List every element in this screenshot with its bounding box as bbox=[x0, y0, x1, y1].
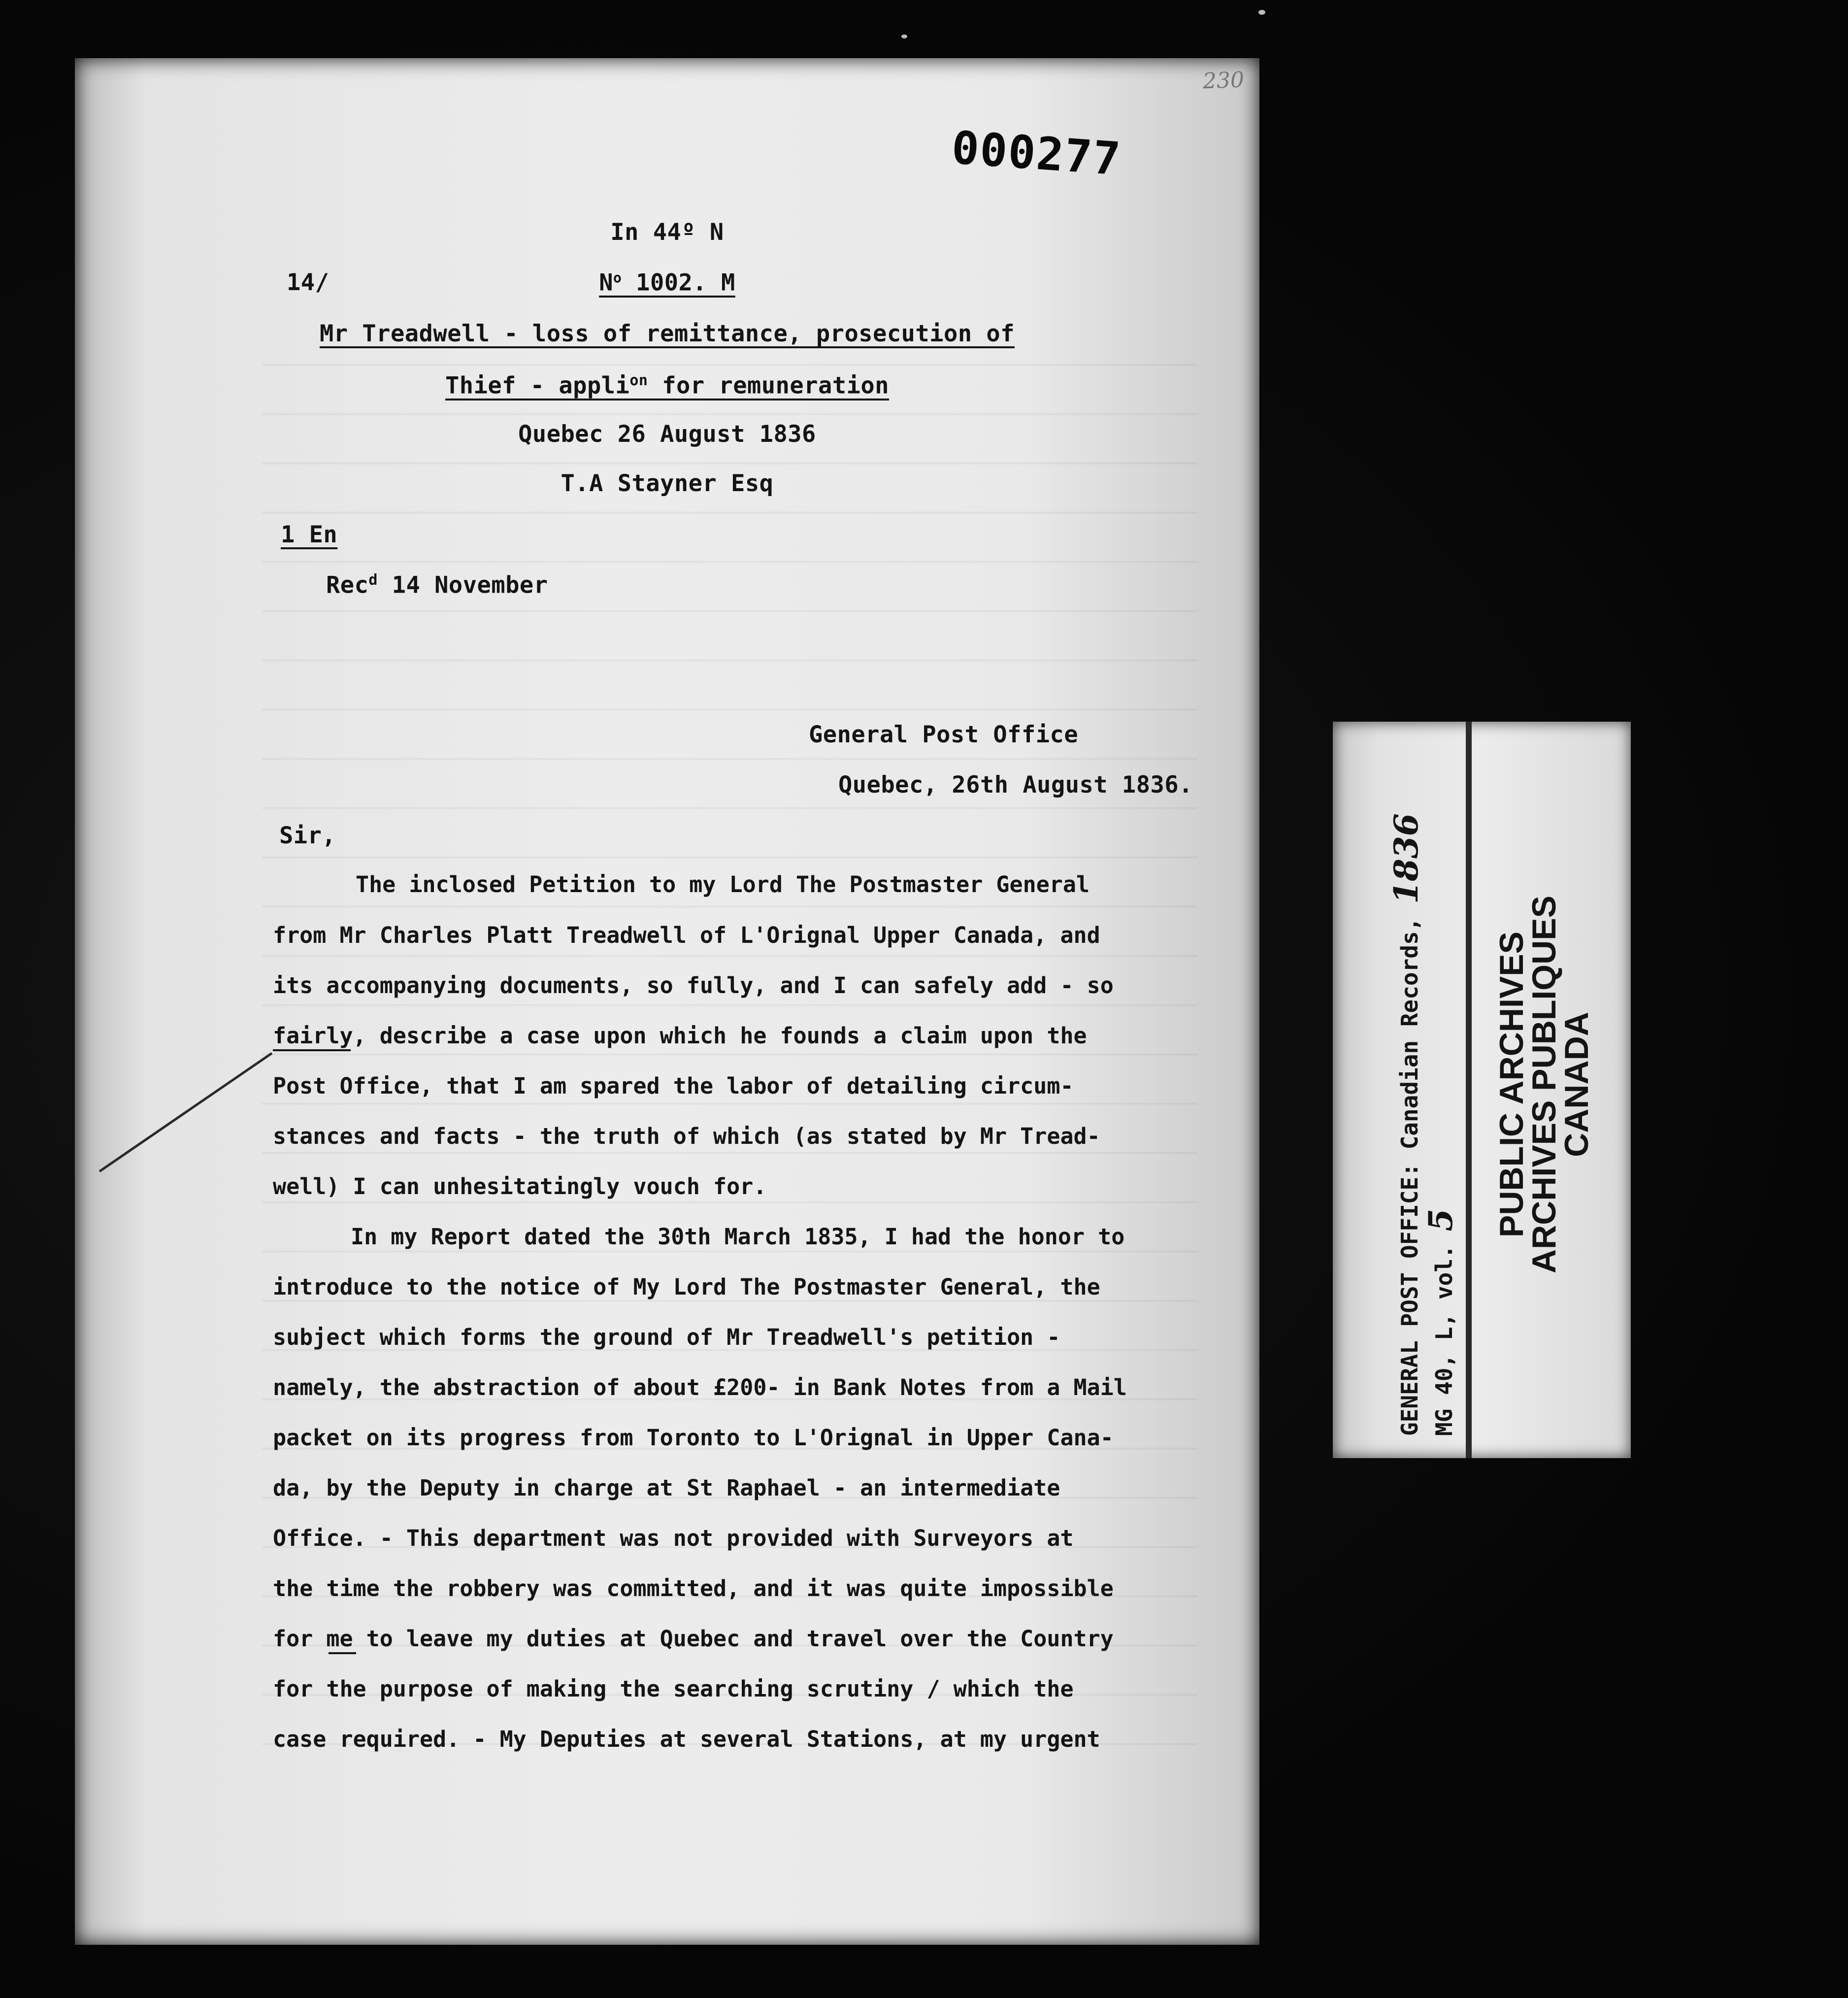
label-divider bbox=[1466, 722, 1472, 1458]
enclosures-note: 1 En bbox=[281, 521, 338, 548]
archive-volume-line: MG 40, L, vol. 5 bbox=[1421, 1208, 1460, 1436]
letter-line-4: fairly, describe a case upon which he founds a claim upon the bbox=[273, 1023, 1087, 1049]
subject-line-1: Mr Treadwell - loss of remittance, prosecution of bbox=[319, 320, 1015, 347]
letter-line-10: subject which forms the ground of Mr Treadwell's petition - bbox=[273, 1324, 1060, 1350]
document-number: $N^o$ 1002. M bbox=[599, 269, 735, 297]
letter-line-12: packet on its progress from Toronto to L'Orignal in Upper Cana- bbox=[273, 1425, 1114, 1451]
folio-number: 230 bbox=[1202, 67, 1245, 94]
addressee: T.A Stayner Esq bbox=[561, 470, 774, 497]
handwritten-year: 1836 bbox=[1387, 813, 1425, 904]
letter-line-6: stances and facts - the truth of which (as stated by Mr Tread- bbox=[273, 1123, 1100, 1149]
letter-line-7: well) I can unhesitatingly vouch for. bbox=[273, 1173, 767, 1199]
archives-seal-text bbox=[1495, 896, 1593, 1273]
letter-line-14: Office. - This department was not provided with Surveyors at bbox=[273, 1525, 1074, 1551]
office-heading: General Post Office bbox=[809, 721, 1079, 748]
letter-line-11: namely, the abstraction of about £200- in Bank Notes from a Mail bbox=[273, 1374, 1127, 1400]
letter-line-13: da, by the Deputy in charge at St Raphael - an intermediate bbox=[273, 1475, 1060, 1501]
salutation: Sir, bbox=[279, 822, 336, 849]
seal-line-3: CANADA bbox=[1558, 1012, 1595, 1157]
reference-line: In 44º N bbox=[610, 219, 724, 246]
side-number: 14/ bbox=[287, 269, 330, 296]
film-speck bbox=[1258, 10, 1265, 15]
letter-line-17: for the purpose of making the searching scrutiny / which the bbox=[273, 1676, 1074, 1702]
seal-line-1: PUBLIC ARCHIVES bbox=[1493, 932, 1530, 1237]
underline-me bbox=[329, 1652, 356, 1654]
letter-line-9: introduce to the notice of My Lord The Postmaster General, the bbox=[273, 1274, 1100, 1300]
letter-line-2: from Mr Charles Platt Treadwell of L'Orignal Upper Canada, and bbox=[273, 922, 1100, 948]
margin-pencil-stroke bbox=[95, 994, 301, 1201]
handwritten-volume: 5 bbox=[1421, 1208, 1460, 1232]
letter-dateline: Quebec, 26th August 1836. bbox=[838, 771, 1193, 799]
letter-line-8: In my Report dated the 30th March 1835, I had the honor to bbox=[351, 1224, 1125, 1250]
received-note: Rec$^d$ 14 November bbox=[326, 571, 548, 599]
film-speck bbox=[901, 34, 907, 38]
seal-line-2: ARCHIVES PUBLIQUES bbox=[1525, 896, 1563, 1273]
letter-line-15: the time the robbery was committed, and it was quite impossible bbox=[273, 1575, 1114, 1601]
typed-letter-page bbox=[75, 58, 1259, 1945]
letter-line-3: its accompanying documents, so fully, and I can safely add - so bbox=[273, 972, 1114, 999]
letter-line-18: case required. - My Deputies at several Stations, at my urgent bbox=[273, 1726, 1100, 1752]
place-date: Quebec 26 August 1836 bbox=[518, 421, 816, 448]
subject-line-2: Thief - appli$^{on}$ for remuneration bbox=[445, 372, 890, 400]
letter-line-16: for me to leave my duties at Quebec and travel over the Country bbox=[273, 1626, 1114, 1652]
letter-line-1: The inclosed Petition to my Lord The Postmaster General bbox=[356, 871, 1090, 898]
letter-line-5: Post Office, that I am spared the labor of detailing circum- bbox=[273, 1073, 1074, 1099]
archive-label bbox=[1333, 722, 1631, 1458]
archive-record-line: GENERAL POST OFFICE: Canadian Records, 1836 bbox=[1387, 813, 1425, 1436]
document-stamp-number: 000277 bbox=[950, 121, 1123, 186]
